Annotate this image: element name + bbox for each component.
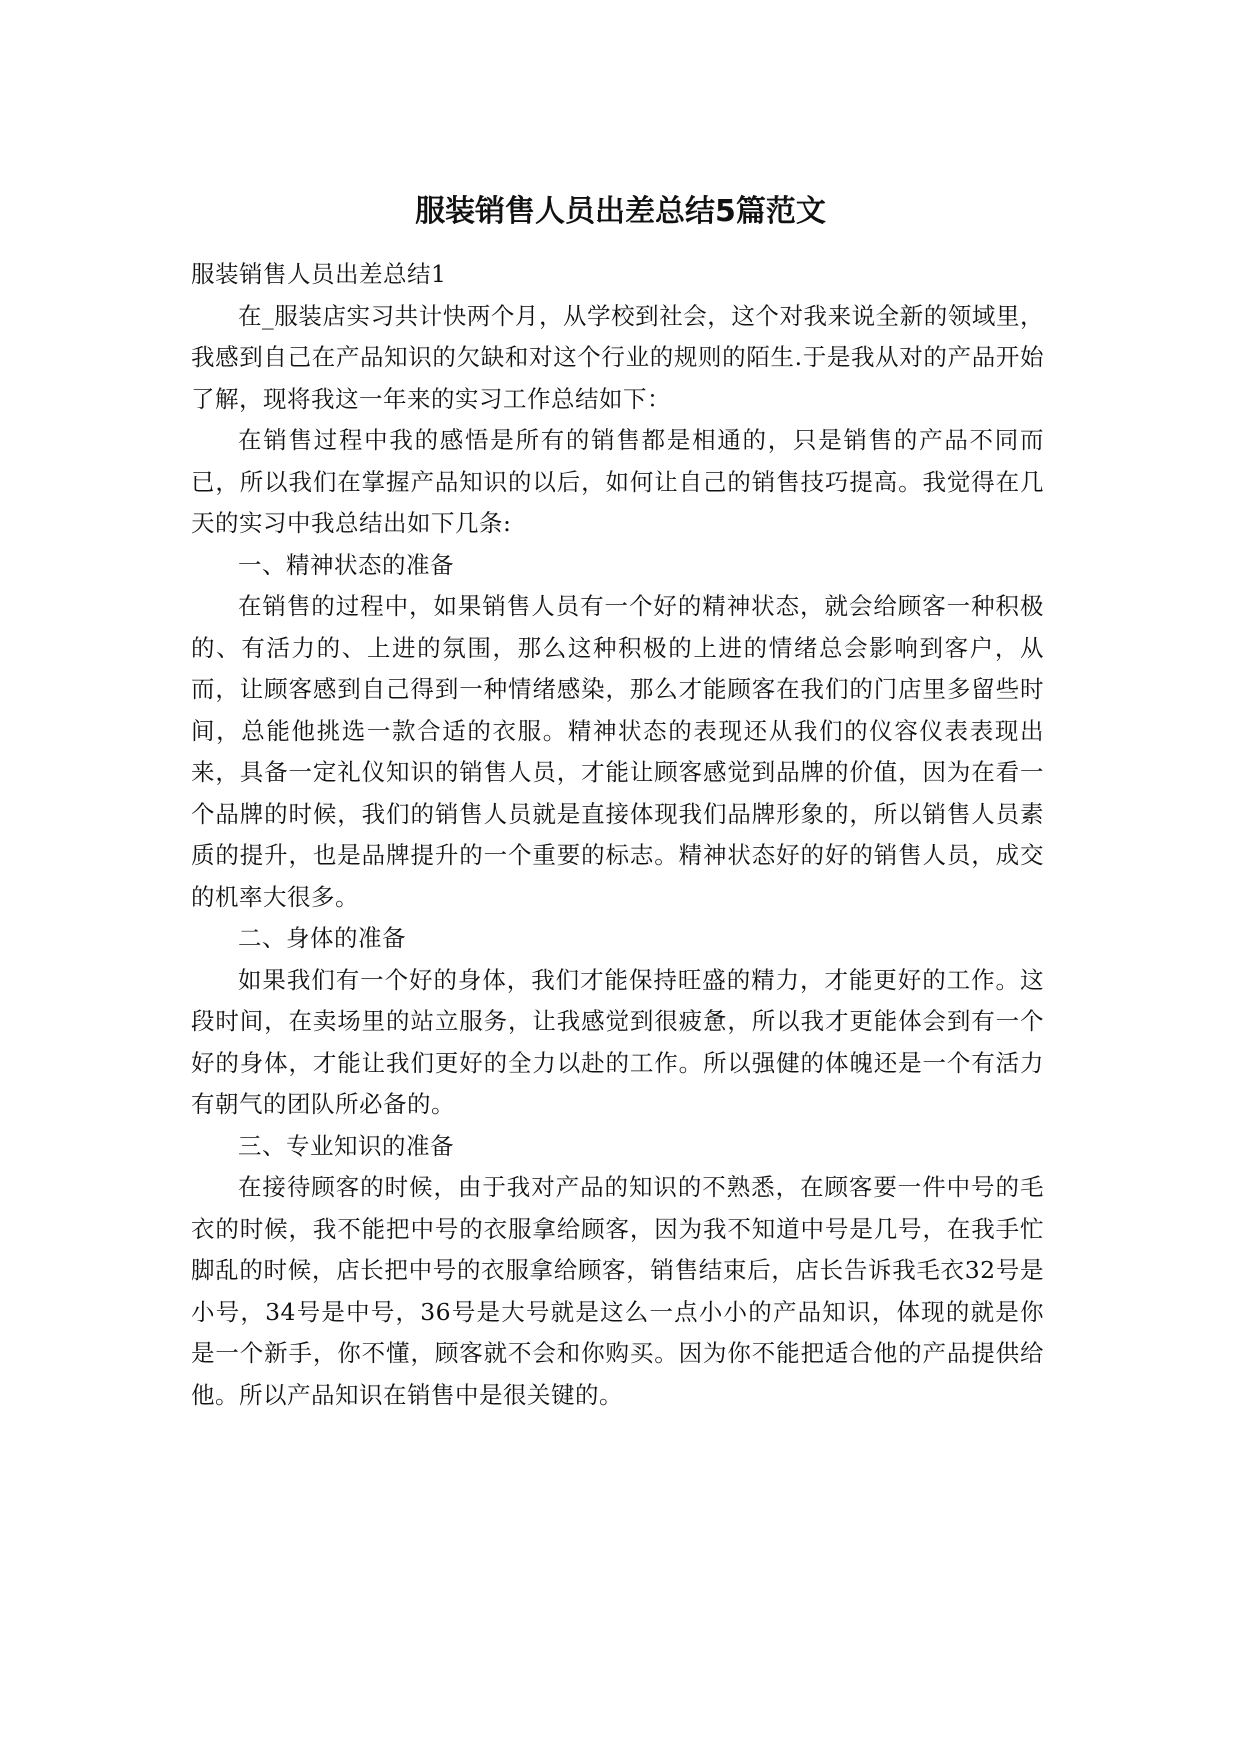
document-body: [191, 254, 1044, 1416]
paragraph: 在_服装店实习共计快两个月，从学校到社会，这个对我来说全新的领域里，我感到自己在产品知识的欠缺和对这个行业的规则的陌生.于是我从对的产品开始了解，现将我这一年来的实习工作总结如下：: [191, 301, 1044, 413]
paragraph: 在接待顾客的时候，由于我对产品的知识的不熟悉，在顾客要一件中号的毛衣的时候，我不能把中号的衣服拿给顾客，因为我不知道中号是几号，在我手忙脚乱的时候，店长把中号的衣服拿给顾客，销售结束后，店长告诉我毛衣32号是小号，34号是中号，36号是大号就是这么一点小小的产品知识，体现的就是你是一个新手，你不懂，顾客就不会和你购买。因为你不能把适合他的产品提供给他。所以产品知识在销售中是很关键的。: [191, 1173, 1044, 1409]
paragraph: 在销售的过程中，如果销售人员有一个好的精神状态，就会给顾客一种积极的、有活力的、上进的氛围，那么这种积极的上进的情绪总会影响到客户，从而，让顾客感到自己得到一种情绪感染，那么才能顾客在我们的门店里多留些时间，总能他挑选一款合适的衣服。精神状态的表现还从我们的仪容仪表表现出来，具备一定礼仪知识的销售人员，才能让顾客感觉到品牌的价值，因为在看一个品牌的时候，我们的销售人员就是直接体现我们品牌形象的，所以销售人员素质的提升，也是品牌提升的一个重要的标志。精神状态好的好的销售人员，成交的机率大很多。: [191, 592, 1044, 911]
paragraph: 如果我们有一个好的身体，我们才能保持旺盛的精力，才能更好的工作。这段时间，在卖场里的站立服务，让我感觉到很疲惫，所以我才更能体会到有一个好的身体，才能让我们更好的全力以赴的工作。所以强健的体魄还是一个有活力有朝气的团队所必备的。: [191, 965, 1044, 1118]
document-title: 服装销售人员出差总结5篇范文: [415, 194, 826, 229]
subheading-professional-knowledge: 三、专业知识的准备: [238, 1131, 454, 1160]
paragraph: 在销售过程中我的感悟是所有的销售都是相通的，只是销售的产品不同而已，所以我们在掌握产品知识的以后，如何让自己的销售技巧提高。我觉得在几天的实习中我总结出如下几条:: [191, 426, 1044, 537]
subheading-physical: 二、身体的准备: [238, 924, 406, 952]
subheading-mental-state: 一、精神状态的准备: [238, 550, 454, 579]
section-heading: 服装销售人员出差总结1: [191, 260, 447, 288]
